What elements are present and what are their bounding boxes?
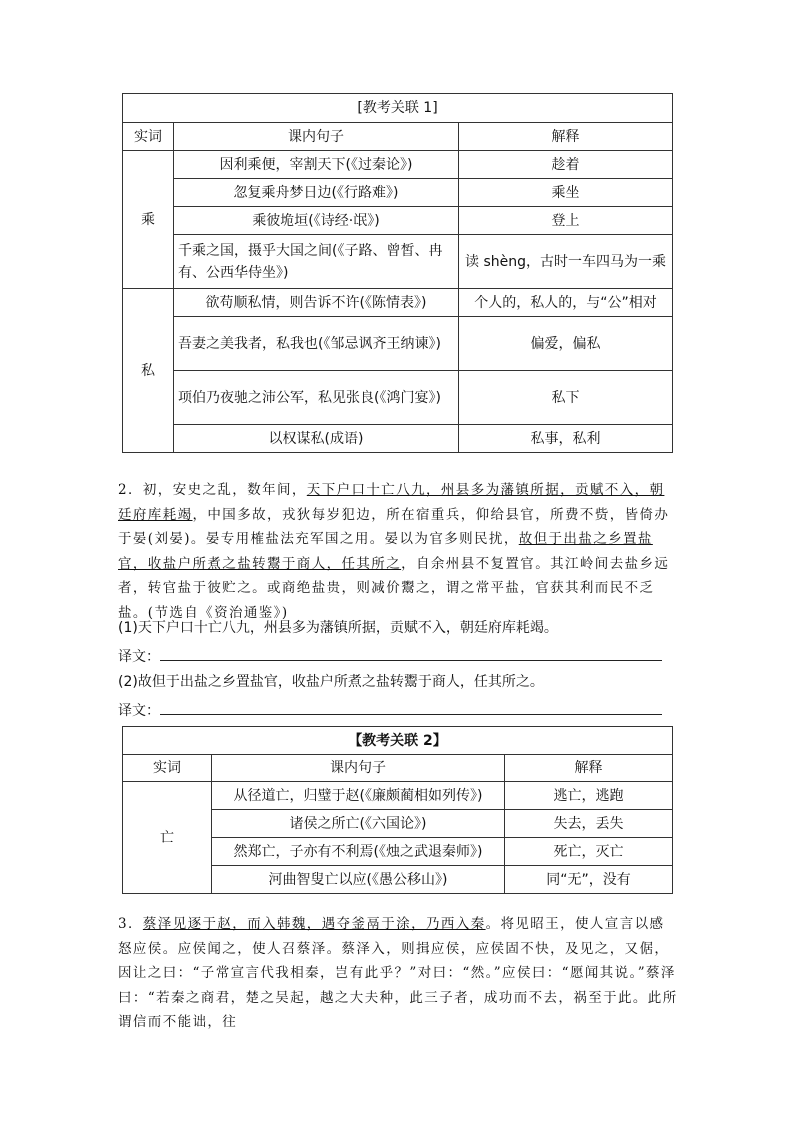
header-meaning: 解释 xyxy=(459,123,673,151)
question-1: (1)天下户口十亡八九，州县多为藩镇所据，贡赋不入，朝廷府库耗竭。 xyxy=(118,620,558,636)
answer-line-1[interactable] xyxy=(160,646,662,661)
sentence-cell: 因利乘便，宰割天下(《过秦论》) xyxy=(174,151,459,179)
answer-row-2 xyxy=(118,700,662,721)
meaning-cell: 乘坐 xyxy=(459,179,673,207)
sentence-cell: 然郑亡，子亦有不利焉(《烛之武退秦师》) xyxy=(212,838,505,866)
sentence-cell: 乘彼垝垣(《诗经·氓》) xyxy=(174,207,459,235)
sentence-cell: 项伯乃夜驰之沛公军，私见张良(《鸿门宴》) xyxy=(174,371,459,425)
passage-text: ，中国多故，戎狄每岁犯边，所在宿重兵，仰给县官，所费不赀，皆倚办于晏(刘晏)。晏专用榷盐法充军国之用。晏以为官多则民扰， xyxy=(118,506,670,547)
answer-line-2[interactable] xyxy=(160,700,662,715)
header-word: 实词 xyxy=(123,755,212,782)
word-cell: 亡 xyxy=(123,782,212,894)
table-row xyxy=(123,371,673,425)
header-sentence: 课内句子 xyxy=(212,755,505,782)
sentence-cell: 诸侯之所亡(《六国论》) xyxy=(212,810,505,838)
meaning-cell: 登上 xyxy=(459,207,673,235)
passage-text: 。将见昭王，使人宣言以感怒应侯。应侯闻之，使人召蔡泽。蔡泽入，则揖应侯，应侯固不快，及见之，又倨，因让之曰：“子常宣言代我相秦，岂有此乎？”对曰：“然。”应侯曰：“愿闻其说。”蔡泽曰：“若秦之商君，楚之吴起，越之大夫种，此三子者，成功而不去，祸至于此。此所谓信而不能诎，往 xyxy=(118,916,678,1030)
underlined-sentence-1: 天下户口十亡八九，州县多为藩镇所据，贡赋不入，朝廷府库耗竭 xyxy=(118,482,665,523)
table-row xyxy=(123,317,673,371)
meaning-cell: 死亡，灭亡 xyxy=(505,838,673,866)
table-row xyxy=(123,782,673,810)
table-row xyxy=(123,207,673,235)
passage-text: 初，安史之乱，数年间， xyxy=(142,482,307,498)
meaning-cell: 私事，私利 xyxy=(459,425,673,453)
sentence-cell: 千乘之国，摄乎大国之间(《子路、曾皙、冉有、公西华侍坐》) xyxy=(174,235,459,289)
meaning-cell: 趁着 xyxy=(459,151,673,179)
sentence-cell: 吾妻之美我者，私我也(《邹忌讽齐王纳谏》) xyxy=(174,317,459,371)
sentence-cell: 从径道亡，归璧于赵(《廉颇蔺相如列传》) xyxy=(212,782,505,810)
answer-label: 译文： xyxy=(118,703,160,719)
meaning-cell: 逃亡，逃跑 xyxy=(505,782,673,810)
passage-3 xyxy=(118,912,678,1035)
table-row xyxy=(123,289,673,317)
word-cell: 乘 xyxy=(123,151,174,289)
meaning-cell: 偏爱，偏私 xyxy=(459,317,673,371)
table-caption: 【教考关联 2】 xyxy=(123,727,673,755)
header-word: 实词 xyxy=(123,123,174,151)
question-number: 2． xyxy=(118,482,143,498)
underlined-sentence-2: 故但于出盐之乡置盐官，收盐户所煮之盐转鬻于商人，任其所之 xyxy=(118,531,653,572)
meaning-cell: 读 shèng，古时一车四马为一乘 xyxy=(459,235,673,289)
vocab-table-2 xyxy=(122,726,673,894)
table-row xyxy=(123,151,673,179)
meaning-cell: 私下 xyxy=(459,371,673,425)
underlined-sentence: 蔡泽见逐于赵，而入韩魏，遇夺釜鬲于涂，乃西入秦 xyxy=(142,916,486,932)
table-row xyxy=(123,235,673,289)
passage-text: ，自余州县不复置官。其江岭间去盐乡远者，转官盐于彼贮之。或商绝盐贵，则减价鬻之，谓之常平盐，官获其利而民不乏盐。(节选自《资治通鉴》) xyxy=(118,555,670,621)
sentence-cell: 欲苟顺私情，则告诉不许(《陈情表》) xyxy=(174,289,459,317)
vocab-table-1 xyxy=(122,93,673,453)
answer-label: 译文： xyxy=(118,649,160,665)
header-sentence: 课内句子 xyxy=(174,123,459,151)
word-cell: 私 xyxy=(123,289,174,453)
sentence-cell: 以权谋私(成语) xyxy=(174,425,459,453)
meaning-cell: 个人的，私人的，与“公”相对 xyxy=(459,289,673,317)
table-row xyxy=(123,179,673,207)
sentence-cell: 河曲智叟亡以应(《愚公移山》) xyxy=(212,866,505,894)
meaning-cell: 失去，丢失 xyxy=(505,810,673,838)
sentence-cell: 忽复乘舟梦日边(《行路难》) xyxy=(174,179,459,207)
table-caption: [教考关联 1] xyxy=(123,94,673,123)
question-number: 3． xyxy=(118,916,143,932)
answer-row-1 xyxy=(118,646,662,667)
meaning-cell: 同“无”，没有 xyxy=(505,866,673,894)
table-row xyxy=(123,425,673,453)
header-meaning: 解释 xyxy=(505,755,673,782)
passage-2 xyxy=(118,478,678,625)
question-2: (2)故但于出盐之乡置盐官，收盐户所煮之盐转鬻于商人，任其所之。 xyxy=(118,674,544,690)
